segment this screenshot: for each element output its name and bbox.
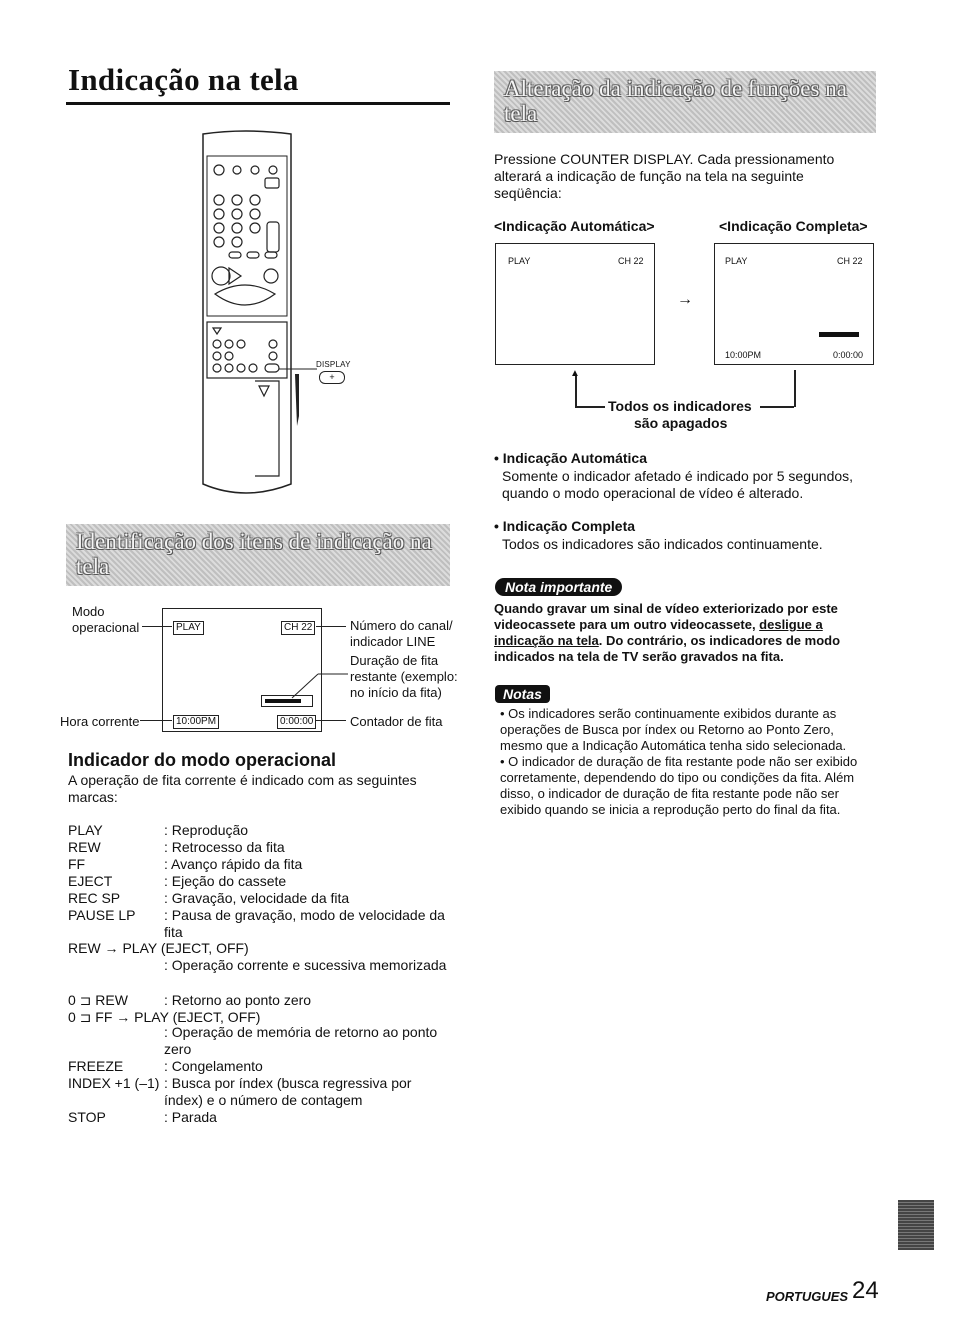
bracket-line — [575, 375, 577, 407]
leader-line — [142, 626, 172, 627]
mode-label: Modo operacional — [72, 604, 140, 635]
arrow-right-icon: → — [677, 291, 693, 308]
intro-paragraph: Pressione COUNTER DISPLAY. Cada pressionamento alterará a indicação de função na tela na seguinte seqüência: — [494, 151, 835, 201]
title-rule — [66, 102, 450, 105]
footer-language: PORTUGUES — [766, 1289, 849, 1304]
leader-line — [316, 720, 346, 721]
remaining-tape-bar — [819, 332, 859, 337]
diagram-counter-text: 0:00:00 — [277, 715, 316, 729]
screen-clock-text: 10:00PM — [725, 350, 762, 360]
diagram-play-text: PLAY — [173, 621, 204, 635]
all-off-text-2: são apagados — [634, 415, 728, 431]
bracket-line — [794, 370, 796, 407]
display-button[interactable]: + — [319, 371, 345, 384]
mode-heading: Indicador do modo operacional — [68, 750, 337, 770]
auto-item-text: Somente o indicador afetado é indicado por 5 segundos, quando o modo operacional de vídeo é alterado. — [502, 468, 854, 501]
remaining-label: Duração de fita restante (exemplo: no início da fita) — [350, 653, 458, 700]
complete-display-screen — [714, 243, 874, 365]
section-heading-change-display: Alteração da indicação de funções na tela — [494, 71, 876, 133]
complete-display-label: <Indicação Completa> — [719, 218, 868, 234]
complete-item-text: Todos os indicadores são indicados continuamente. — [502, 536, 823, 552]
page-number: 24 — [852, 1277, 879, 1304]
screen-play-text: PLAY — [725, 256, 748, 266]
bracket-line — [575, 406, 605, 408]
clock-label: Hora corrente — [60, 714, 140, 729]
arrow-up-icon: ▲ — [570, 368, 580, 379]
leader-line — [140, 720, 172, 721]
remote-control-illustration — [195, 126, 365, 506]
bracket-line — [760, 406, 794, 408]
leader-line — [290, 670, 350, 700]
mode-intro: A operação de fita corrente é indicado com as seguintes marcas: — [68, 772, 417, 805]
screen-counter-text: 0:00:00 — [833, 350, 864, 360]
screen-play-text: PLAY — [508, 256, 531, 266]
auto-item-title: • Indicação Automática — [494, 450, 647, 466]
screen-channel-text: CH 22 — [837, 256, 863, 266]
diagram-clock-text: 10:00PM — [173, 715, 219, 729]
channel-label: Número do canal/ indicador LINE — [350, 618, 453, 649]
diagram-channel-text: CH 22 — [281, 621, 315, 635]
section-heading-identify-items: Identificação dos itens de indicação na tela — [66, 524, 450, 586]
all-off-text: Todos os indicadores — [608, 398, 752, 414]
counter-label: Contador de fita — [350, 714, 443, 729]
notes-badge: Notas — [495, 685, 550, 703]
complete-item-title: • Indicação Completa — [494, 518, 636, 534]
screen-channel-text: CH 22 — [618, 256, 644, 266]
note-item: • Os indicadores serão continuamente exibidos durante as operações de Busca por índex ou Retorno ao Ponto Zero, mesmo que a Indicação Automática tenha sido selecionada. — [500, 706, 847, 753]
important-note-badge: Nota importante — [495, 578, 622, 596]
important-note-text: Quando gravar um sinal de vídeo exteriorizado por este videocassete para um outro videocassete, desligue a indicação na tela. Do contrário, os indicadores de modo indicados na tela de TV serão gravados na fita. — [494, 601, 841, 664]
leader-line — [316, 626, 346, 627]
auto-display-label: <Indicação Automática> — [494, 218, 655, 234]
auto-display-screen — [495, 243, 655, 365]
note-item: • O indicador de duração de fita restante pode não ser exibido corretamente, dependendo do tipo ou condições da fita. Além disso, o indicador de duração de fita restante pode não ser exibido quando se inicia a reprodução perto do final da fita. — [500, 754, 858, 817]
page-edge-tab — [898, 1200, 934, 1250]
page-title: Indicação na tela — [68, 62, 299, 97]
display-button-label: DISPLAY — [316, 360, 351, 369]
